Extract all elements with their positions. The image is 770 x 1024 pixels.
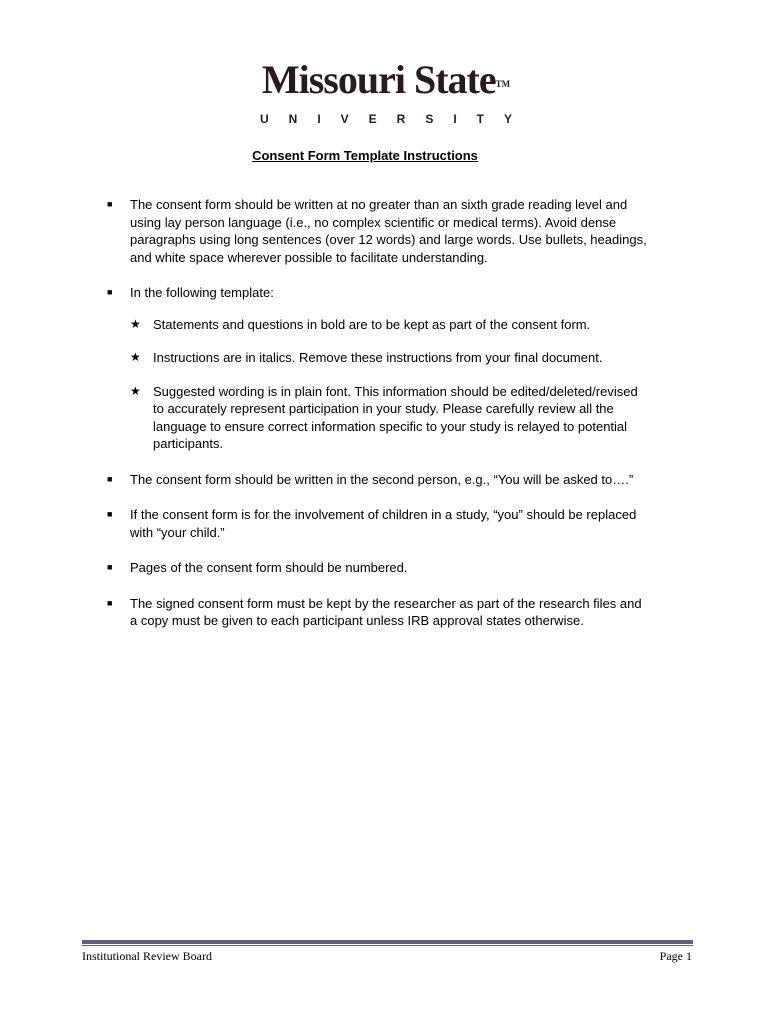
square-bullet-icon: ■ (107, 597, 113, 608)
square-bullet-icon: ■ (107, 509, 113, 519)
instruction-text: The consent form should be written at no greater than an sixth grade reading level and using lay person language (i.e., no complex scientific or medical terms). Avoid dense paragraphs using long sentences (over 12 words) and large words. Use bullets, headings, and white space wherever possible to facilitate understanding. (130, 197, 647, 265)
instruction-item (107, 595, 652, 630)
subitem (130, 349, 652, 367)
logo-subtitle: UNIVERSITY (259, 112, 532, 126)
page-number: Page 1 (659, 949, 692, 963)
footer-rule (82, 940, 693, 944)
instruction-text: Pages of the consent form should be numbered. (130, 560, 408, 575)
template-subitems (130, 316, 652, 453)
subitem (130, 316, 652, 334)
instruction-text: If the consent form is for the involvement of children in a study, “you” should be replaced with “your child.” (130, 507, 637, 540)
logo-trademark: TM (495, 79, 511, 89)
footer-org: Institutional Review Board (82, 949, 212, 963)
star-bullet-icon: ★ (130, 383, 141, 398)
instruction-item (107, 559, 652, 577)
logo-wordmark: Missouri StateTM (261, 57, 511, 102)
document-title: Consent Form Template Instructions (252, 148, 478, 163)
subitem-text: Statements and questions in bold are to be kept as part of the consent form. (153, 316, 591, 332)
subitem-text: Instructions are in italics. Remove these instructions from your final document. (153, 350, 603, 365)
star-bullet-icon: ★ (130, 316, 141, 331)
instruction-item (107, 284, 652, 453)
square-bullet-icon: ■ (107, 199, 113, 209)
square-bullet-icon: ■ (107, 287, 113, 297)
instructions-list (107, 196, 652, 648)
instruction-text: In the following template: (130, 285, 274, 300)
instruction-item (107, 506, 652, 541)
instruction-item (107, 471, 652, 489)
footer-rule-thin (82, 945, 693, 946)
instruction-text: The signed consent form must be kept by the researcher as part of the research files and a copy must be given to each participant unless IRB approval states otherwise. (130, 595, 642, 628)
subitem (130, 383, 652, 453)
square-bullet-icon: ■ (107, 473, 113, 484)
subitem-text: Suggested wording is in plain font. This information should be edited/deleted/revised to accurately represent participation in your study. Please carefully review all the language to ensure correct information specific to your study is relayed to potential participants. (153, 383, 638, 451)
university-logo (0, 58, 770, 126)
instruction-text: The consent form should be written in the second person, e.g., “You will be asked to….” (130, 471, 634, 487)
square-bullet-icon: ■ (107, 562, 113, 572)
instruction-item (107, 196, 652, 266)
star-bullet-icon: ★ (130, 350, 141, 364)
